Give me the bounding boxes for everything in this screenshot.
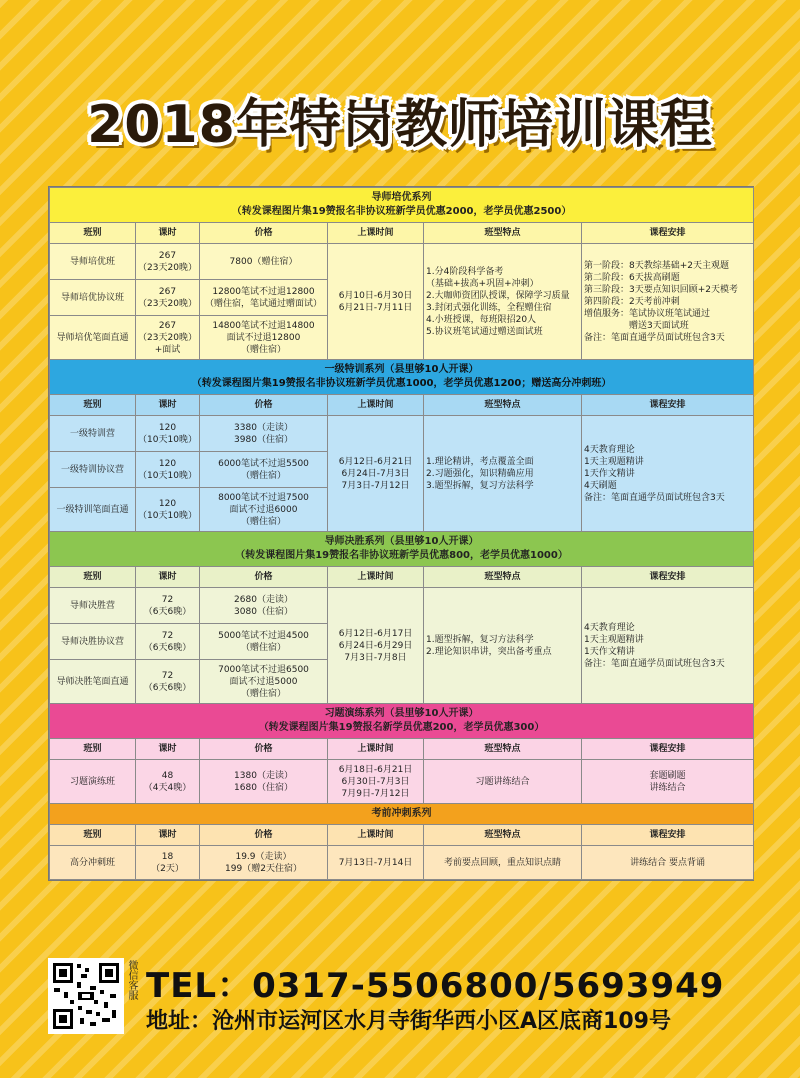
feature-cell: 1.理论精讲，考点覆盖全面 2.习题强化，知识精确应用 3.题型拆解，复习方法科学 bbox=[424, 416, 582, 532]
telephone: TEL：0317-5506800/5693949 bbox=[146, 966, 725, 1006]
price-cell: 6000笔试不过退5500 （赠住宿） bbox=[200, 452, 328, 488]
col-header-hours: 课时 bbox=[136, 223, 200, 244]
class-name-cell: 导师决胜协议营 bbox=[50, 624, 136, 660]
hours-cell: 72 （6天6晚） bbox=[136, 588, 200, 624]
feature-cell: 1.题型拆解，复习方法科学 2.理论知识串讲，突出备考重点 bbox=[424, 588, 582, 704]
price-cell: 8000笔试不过退7500 面试不过退6000 （赠住宿） bbox=[200, 488, 328, 532]
col-header-price: 价格 bbox=[200, 825, 328, 846]
col-header-time: 上课时间 bbox=[328, 223, 424, 244]
class-name-cell: 导师培优协议班 bbox=[50, 280, 136, 316]
address: 地址：沧州市运河区水月寺街华西小区A区底商109号 bbox=[146, 1009, 671, 1034]
feature-cell: 考前要点回顾，重点知识点睛 bbox=[424, 846, 582, 880]
col-header-time: 上课时间 bbox=[328, 825, 424, 846]
col-header-class: 班别 bbox=[50, 395, 136, 416]
section-note: （转发课程图片集19赞报名非协议班新学员优惠800，老学员优惠1000） bbox=[235, 550, 568, 561]
col-header-price: 价格 bbox=[200, 395, 328, 416]
col-header-time: 上课时间 bbox=[328, 739, 424, 760]
qr-label: 微信客服 bbox=[126, 960, 137, 1000]
col-header-plan: 课程安排 bbox=[582, 395, 754, 416]
col-header-feature: 班型特点 bbox=[424, 825, 582, 846]
section-title: 导师决胜系列（县里够10人开课） bbox=[324, 536, 479, 547]
price-cell: 19.9（走读） 199（赠2天住宿） bbox=[200, 846, 328, 880]
section-title: 一级特训系列（县里够10人开课） bbox=[324, 364, 479, 375]
hours-cell: 267 （23天20晚） +面试 bbox=[136, 316, 200, 360]
time-cell: 6月12日-6月17日 6月24日-6月29日 7月3日-7月8日 bbox=[328, 588, 424, 704]
plan-cell: 4天教育理论 1天主观题精讲 1天作文精讲 备注：笔面直通学员面试班包含3天 bbox=[582, 588, 754, 704]
price-cell: 2680（走读） 3080（住宿） bbox=[200, 588, 328, 624]
section-header bbox=[50, 532, 754, 567]
section-mentor-decisive bbox=[50, 532, 754, 704]
plan-cell: 4天教育理论 1天主观题精讲 1天作文精讲 4天刷题 备注：笔面直通学员面试班包含3天 bbox=[582, 416, 754, 532]
class-name-cell: 导师决胜笔面直通 bbox=[50, 660, 136, 704]
section-title: 习题演练系列（县里够10人开课） bbox=[324, 708, 479, 719]
price-cell: 14800笔试不过退14800 面试不过退12800 （赠住宿） bbox=[200, 316, 328, 360]
col-header-class: 班别 bbox=[50, 567, 136, 588]
col-header-plan: 课程安排 bbox=[582, 739, 754, 760]
class-name-cell: 一级特训协议营 bbox=[50, 452, 136, 488]
col-header-class: 班别 bbox=[50, 825, 136, 846]
section-final-sprint bbox=[50, 804, 754, 880]
col-header-feature: 班型特点 bbox=[424, 223, 582, 244]
class-name-cell: 导师培优笔面直通 bbox=[50, 316, 136, 360]
plan-cell: 讲练结合 要点背诵 bbox=[582, 846, 754, 880]
class-name-cell: 习题演练班 bbox=[50, 760, 136, 804]
hours-cell: 72 （6天6晚） bbox=[136, 624, 200, 660]
price-cell: 5000笔试不过退4500 （赠住宿） bbox=[200, 624, 328, 660]
section-note: （转发课程图片集19赞报名非协议班新学员优惠2000，老学员优惠2500） bbox=[231, 206, 572, 217]
col-header-price: 价格 bbox=[200, 223, 328, 244]
hours-cell: 48 （4天4晚） bbox=[136, 760, 200, 804]
col-header-feature: 班型特点 bbox=[424, 739, 582, 760]
section-note: （转发课程图片集19赞报名非协议班新学员优惠1000，老学员优惠1200；赠送高分冲刺班） bbox=[191, 378, 612, 389]
col-header-plan: 课程安排 bbox=[582, 223, 754, 244]
section-note: （转发课程图片集19赞报名新学员优惠200，老学员优惠300） bbox=[258, 722, 545, 733]
col-header-plan: 课程安排 bbox=[582, 825, 754, 846]
col-header-time: 上课时间 bbox=[328, 395, 424, 416]
class-name-cell: 导师培优班 bbox=[50, 244, 136, 280]
plan-cell: 第一阶段：8天教综基础+2天主观题 第二阶段：6天拔高刷题 第三阶段：3天要点知识回顾+2天模考 第四阶段：2天考前冲刺 增值服务：笔试协议班笔试通过 赠送3天面试班 备注：笔面直通学员面试班包含3天 bbox=[582, 244, 754, 360]
col-header-feature: 班型特点 bbox=[424, 567, 582, 588]
section-title: 导师培优系列 bbox=[371, 192, 432, 203]
col-header-hours: 课时 bbox=[136, 739, 200, 760]
col-header-hours: 课时 bbox=[136, 825, 200, 846]
hours-cell: 120 （10天10晚） bbox=[136, 452, 200, 488]
section-header bbox=[50, 188, 754, 223]
class-name-cell: 一级特训笔面直通 bbox=[50, 488, 136, 532]
feature-cell: 1.分4阶段科学备考 （基础+拔高+巩固+冲刺） 2.大咖师资团队授课，保障学习质量 3.封闭式强化训练，全程赠住宿 4.小班授课，每班限招20人 5.协议班笔试通过赠送面试班 bbox=[424, 244, 582, 360]
hours-cell: 120 （10天10晚） bbox=[136, 416, 200, 452]
col-header-class: 班别 bbox=[50, 739, 136, 760]
col-header-price: 价格 bbox=[200, 739, 328, 760]
col-header-feature: 班型特点 bbox=[424, 395, 582, 416]
section-title: 考前冲刺系列 bbox=[371, 808, 432, 819]
price-cell: 1380（走读） 1680（住宿） bbox=[200, 760, 328, 804]
hours-cell: 267 （23天20晚） bbox=[136, 244, 200, 280]
class-name-cell: 导师决胜营 bbox=[50, 588, 136, 624]
section-level-one-training bbox=[50, 360, 754, 532]
section-header bbox=[50, 704, 754, 739]
col-header-class: 班别 bbox=[50, 223, 136, 244]
time-cell: 6月18日-6月21日 6月30日-7月3日 7月9日-7月12日 bbox=[328, 760, 424, 804]
section-mentor-excellence bbox=[50, 188, 754, 360]
qr-code-icon bbox=[50, 960, 122, 1032]
time-cell: 7月13日-7月14日 bbox=[328, 846, 424, 880]
section-header bbox=[50, 360, 754, 395]
section-header bbox=[50, 804, 754, 825]
poster-title: 2018年特岗教师培训课程 bbox=[87, 95, 713, 155]
hours-cell: 18 （2天） bbox=[136, 846, 200, 880]
col-header-price: 价格 bbox=[200, 567, 328, 588]
time-cell: 6月10日-6月30日 6月21日-7月11日 bbox=[328, 244, 424, 360]
class-name-cell: 一级特训营 bbox=[50, 416, 136, 452]
feature-cell: 习题讲练结合 bbox=[424, 760, 582, 804]
price-cell: 7800（赠住宿） bbox=[200, 244, 328, 280]
price-cell: 12800笔试不过退12800 （赠住宿，笔试通过赠面试） bbox=[200, 280, 328, 316]
section-exercise-drill bbox=[50, 704, 754, 804]
course-table bbox=[48, 186, 754, 881]
time-cell: 6月12日-6月21日 6月24日-7月3日 7月3日-7月12日 bbox=[328, 416, 424, 532]
price-cell: 3380（走读） 3980（住宿） bbox=[200, 416, 328, 452]
qr-code[interactable] bbox=[48, 958, 124, 1034]
class-name-cell: 高分冲刺班 bbox=[50, 846, 136, 880]
col-header-hours: 课时 bbox=[136, 395, 200, 416]
contact-footer bbox=[48, 958, 768, 1038]
plan-cell: 套题刷题 讲练结合 bbox=[582, 760, 754, 804]
col-header-hours: 课时 bbox=[136, 567, 200, 588]
price-cell: 7000笔试不过退6500 面试不过退5000 （赠住宿） bbox=[200, 660, 328, 704]
col-header-plan: 课程安排 bbox=[582, 567, 754, 588]
hours-cell: 267 （23天20晚） bbox=[136, 280, 200, 316]
hours-cell: 120 （10天10晚） bbox=[136, 488, 200, 532]
hours-cell: 72 （6天6晚） bbox=[136, 660, 200, 704]
col-header-time: 上课时间 bbox=[328, 567, 424, 588]
